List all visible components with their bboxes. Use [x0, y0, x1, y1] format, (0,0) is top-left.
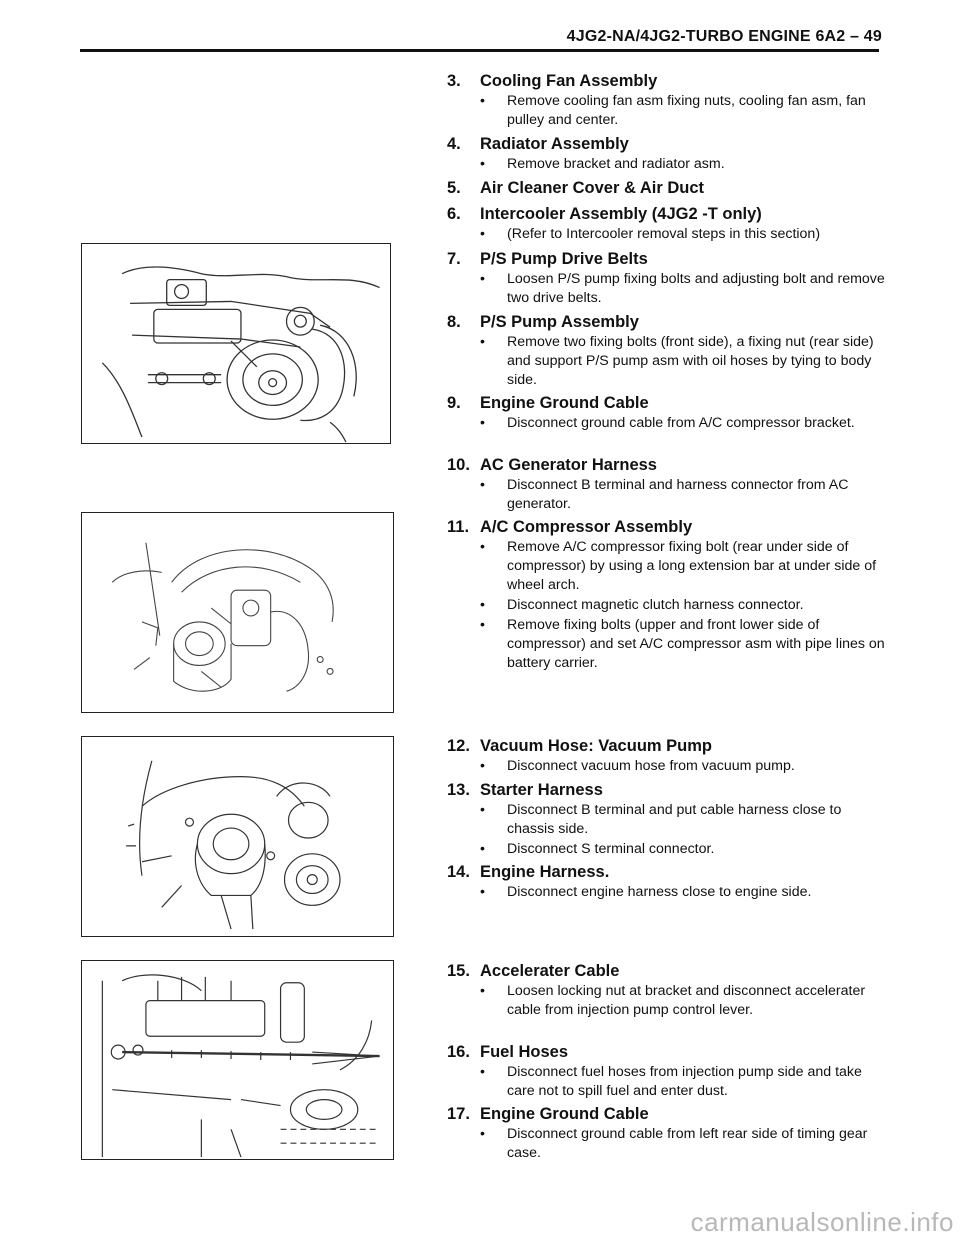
step-number: 17. — [447, 1105, 470, 1123]
figure-ps-pump-belt — [81, 243, 391, 444]
step-bullet — [447, 596, 887, 615]
bullet-icon: • — [480, 617, 485, 633]
step-number: 4. — [447, 135, 461, 153]
ac-compressor-illustration-icon — [82, 513, 393, 712]
step-title-text: Intercooler Assembly (4JG2 -T only) — [480, 205, 762, 223]
starter-vacuum-pump-illustration-icon — [82, 737, 393, 936]
step-14 — [447, 862, 887, 902]
step-number: 14. — [447, 863, 470, 881]
bullet-icon: • — [480, 802, 485, 818]
step-title-text: Engine Harness. — [480, 863, 610, 881]
step-title — [447, 178, 887, 198]
bullet-text: Remove two fixing bolts (front side), a fixing nut (rear side) and support P/S pump asm with oil hoses by tying to body side. — [507, 334, 874, 388]
bullet-text: Disconnect magnetic clutch harness connector. — [507, 597, 804, 613]
step-bullet — [447, 476, 887, 514]
step-number: 3. — [447, 72, 461, 90]
step-11 — [447, 517, 887, 673]
step-title — [447, 71, 887, 91]
bullet-icon: • — [480, 1126, 485, 1142]
step-number: 8. — [447, 313, 461, 331]
step-16 — [447, 1042, 887, 1101]
bullet-icon: • — [480, 983, 485, 999]
bullet-icon: • — [480, 841, 485, 857]
page-title: 4JG2-NA/4JG2-TURBO ENGINE 6A2 – 49 — [566, 28, 882, 45]
step-bullet — [447, 1125, 887, 1163]
bullet-icon: • — [480, 271, 485, 287]
bullet-icon: • — [480, 156, 485, 172]
step-title-text: P/S Pump Drive Belts — [480, 250, 648, 268]
step-bullet — [447, 883, 887, 902]
step-title — [447, 249, 887, 269]
step-number: 6. — [447, 205, 461, 223]
step-title — [447, 862, 887, 882]
bullet-icon: • — [480, 93, 485, 109]
accelerator-cable-illustration-icon — [82, 961, 393, 1159]
step-number: 9. — [447, 394, 461, 412]
bullet-icon: • — [480, 884, 485, 900]
step-title — [447, 736, 887, 756]
step-6 — [447, 204, 887, 244]
step-bullet — [447, 225, 887, 244]
step-number: 12. — [447, 737, 470, 755]
bullet-icon: • — [480, 477, 485, 493]
step-10 — [447, 455, 887, 514]
step-title — [447, 961, 887, 981]
bullet-icon: • — [480, 334, 485, 350]
step-bullet — [447, 270, 887, 308]
step-title-text: Starter Harness — [480, 781, 603, 799]
step-title — [447, 780, 887, 800]
step-title-text: Vacuum Hose: Vacuum Pump — [480, 737, 712, 755]
bullet-text: Disconnect vacuum hose from vacuum pump. — [507, 758, 795, 774]
bullet-icon: • — [480, 758, 485, 774]
step-title-text: AC Generator Harness — [480, 456, 657, 474]
step-number: 11. — [447, 518, 470, 536]
step-bullet — [447, 982, 887, 1020]
step-title — [447, 1104, 887, 1124]
step-number: 10. — [447, 456, 470, 474]
bullet-icon: • — [480, 539, 485, 555]
step-title-text: Cooling Fan Assembly — [480, 72, 658, 90]
step-title-text: Radiator Assembly — [480, 135, 629, 153]
step-title — [447, 134, 887, 154]
bullet-icon: • — [480, 1064, 485, 1080]
bullet-text: Remove bracket and radiator asm. — [507, 156, 725, 172]
step-number: 7. — [447, 250, 461, 268]
step-8 — [447, 312, 887, 390]
step-bullet — [447, 801, 887, 839]
step-title — [447, 393, 887, 413]
step-15 — [447, 961, 887, 1020]
step-3 — [447, 71, 887, 130]
bullet-text: Disconnect ground cable from A/C compressor bracket. — [507, 415, 855, 431]
step-13 — [447, 780, 887, 859]
step-bullet — [447, 757, 887, 776]
step-bullet — [447, 414, 887, 433]
step-number: 15. — [447, 962, 470, 980]
step-title-text: Fuel Hoses — [480, 1043, 569, 1061]
bullet-text: (Refer to Intercooler removal steps in this section) — [507, 226, 821, 242]
bullet-text: Disconnect B terminal and harness connector from AC generator. — [507, 477, 849, 512]
step-17 — [447, 1104, 887, 1163]
figure-starter-vacuum-pump — [81, 736, 394, 937]
step-title-text: P/S Pump Assembly — [480, 313, 639, 331]
bullet-text: Loosen locking nut at bracket and disconnect accelerater cable from injection pump control lever. — [507, 983, 866, 1018]
step-title-text: Engine Ground Cable — [480, 1105, 649, 1123]
step-bullet — [447, 92, 887, 130]
page-header — [0, 0, 960, 56]
step-title-text: Air Cleaner Cover & Air Duct — [480, 179, 705, 197]
figure-ac-compressor — [81, 512, 394, 713]
step-bullet — [447, 333, 887, 390]
bullet-text: Disconnect S terminal connector. — [507, 841, 715, 857]
step-title-text: A/C Compressor Assembly — [480, 518, 693, 536]
figure-accelerator-cable — [81, 960, 394, 1160]
step-number: 5. — [447, 179, 461, 197]
watermark: carmanualsonline.info — [690, 1207, 954, 1237]
step-title — [447, 455, 887, 475]
ps-pump-belt-illustration-icon — [82, 244, 390, 443]
step-9 — [447, 393, 887, 433]
bullet-icon: • — [480, 415, 485, 431]
step-title — [447, 204, 887, 224]
step-5 — [447, 178, 887, 198]
step-number: 13. — [447, 781, 470, 799]
header-divider — [80, 49, 879, 52]
step-title — [447, 1042, 887, 1062]
step-4 — [447, 134, 887, 174]
bullet-text: Disconnect engine harness close to engine side. — [507, 884, 812, 900]
step-bullet — [447, 840, 887, 859]
bullet-text: Disconnect ground cable from left rear side of timing gear case. — [507, 1126, 868, 1161]
step-title-text: Accelerater Cable — [480, 962, 620, 980]
bullet-icon: • — [480, 226, 485, 242]
step-title — [447, 517, 887, 537]
step-number: 16. — [447, 1043, 470, 1061]
step-bullet — [447, 155, 887, 174]
step-title-text: Engine Ground Cable — [480, 394, 649, 412]
step-bullet — [447, 1063, 887, 1101]
step-7 — [447, 249, 887, 308]
step-12 — [447, 736, 887, 776]
bullet-icon: • — [480, 597, 485, 613]
step-title — [447, 312, 887, 332]
bullet-text: Disconnect B terminal and put cable harness close to chassis side. — [507, 802, 842, 837]
step-bullet — [447, 616, 887, 673]
bullet-text: Disconnect fuel hoses from injection pump side and take care not to spill fuel and enter dust. — [507, 1064, 862, 1099]
bullet-text: Loosen P/S pump fixing bolts and adjusting bolt and remove two drive belts. — [507, 271, 885, 306]
bullet-text: Remove cooling fan asm fixing nuts, cooling fan asm, fan pulley and center. — [507, 93, 866, 128]
bullet-text: Remove fixing bolts (upper and front lower side of compressor) and set A/C compressor asm with pipe lines on battery carrier. — [507, 617, 885, 671]
step-bullet — [447, 538, 887, 595]
bullet-text: Remove A/C compressor fixing bolt (rear under side of compressor) by using a long extension bar at under side of wheel arch. — [507, 539, 877, 593]
